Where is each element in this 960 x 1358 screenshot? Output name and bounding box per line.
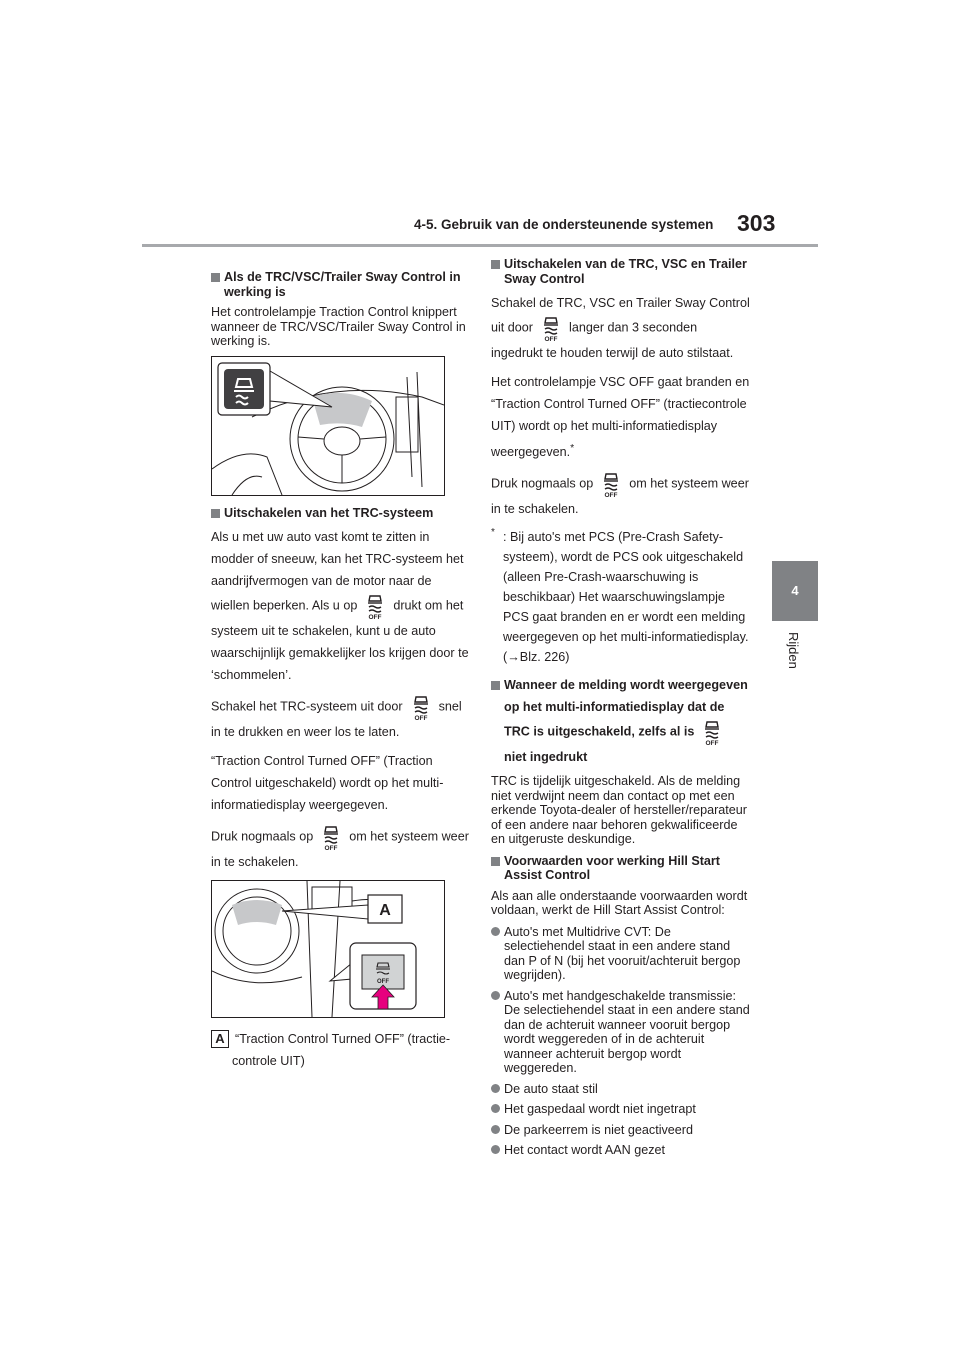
running-header: 4-5. Gebruik van de ondersteunende systemen <box>414 217 714 232</box>
paragraph: “Traction Control Turned OFF” (Traction Control uitgeschakeld) wordt op het multi-informatiedisplay weergegeven. <box>211 754 444 812</box>
paragraph: Druk nogmaals op OFF om het systeem weer in te schakelen. <box>491 470 751 520</box>
list-item: Het gaspedaal wordt niet ingetrapt <box>491 1102 751 1117</box>
list-item: De parkeerrem is niet geactiveerd <box>491 1123 751 1138</box>
paragraph: Als u met uw auto vast komt te zitten in modder of sneeuw, kan het TRC-systeem het aandrijfvermogen van de motor naar de wiellen beperken. Als u op OFF drukt om het systeem uit te schakelen, kunt u de auto waarschijnlijk gemakkelijker los krijgen door te ‘schommelen’. <box>211 530 469 682</box>
trc-off-icon <box>318 823 344 851</box>
list-item: Auto's met Multidrive CVT: De selectiehendel staat in een andere stand dan P of N (bij het vooruit/achteruit bergop wegrijden). <box>491 925 751 983</box>
section-heading: Wanneer de melding wordt weergegeven op het multi-informatiedisplay dat de TRC is uitgeschakeld, zelfs al is OFF niet ingedrukt <box>491 674 751 768</box>
trc-off-icon <box>598 470 624 498</box>
list-item: De auto staat stil <box>491 1082 751 1097</box>
section-heading: Voorwaarden voor werking Hill Start Assist Control <box>491 854 751 883</box>
dashboard-illustration <box>211 356 445 496</box>
svg-text:OFF: OFF <box>414 715 428 721</box>
paragraph: Schakel de TRC, VSC en Trailer Sway Control uit door OFF langer dan 3 seconden ingedrukt te houden terwijl de auto stilstaat. <box>491 296 750 360</box>
paragraph: TRC is tijdelijk uitgeschakeld. Als de melding niet verdwijnt neem dan contact op met een erkende Toyota-dealer of hersteller/reparateur of een andere naar behoren gekwalificeerde en uitgeruste deskundige. <box>491 774 747 847</box>
paragraph: Druk nogmaals op OFF om het systeem weer in te schakelen. <box>211 823 471 873</box>
list-item: Auto's met handgeschakelde transmissie: De selectiehendel staat in een andere stand dan de achteruit wanneer vooruit bergop wordt weggereden of in de achteruit wanneer achteruit bergop wordt weggereden. <box>491 989 751 1076</box>
paragraph: Schakel het TRC-systeem uit door OFF snel in te drukken en weer los te laten. <box>211 693 471 743</box>
svg-text:OFF: OFF <box>705 740 719 747</box>
left-column <box>211 270 471 1072</box>
trc-off-icon <box>362 592 388 620</box>
paragraph: Het controlelampje Traction Control knippert wanneer de TRC/VSC/Trailer Sway Control in werking is. <box>211 305 466 348</box>
chapter-label: Rijden <box>786 632 801 669</box>
svg-text:OFF: OFF <box>544 336 558 342</box>
right-column <box>491 257 751 1164</box>
trc-off-icon <box>538 314 564 342</box>
figure-caption-continued: controle UIT) <box>232 1054 305 1068</box>
section-heading: Uitschakelen van de TRC, VSC en Trailer Sway Control <box>491 257 751 286</box>
callout-a: A <box>379 902 391 919</box>
list-item: Het contact wordt AAN gezet <box>491 1143 751 1158</box>
svg-text:OFF: OFF <box>324 845 338 851</box>
figure-caption: A “Traction Control Turned OFF” (tractie- <box>211 1028 471 1050</box>
section-heading: Als de TRC/VSC/Trailer Sway Control in werking is <box>211 270 471 299</box>
page-number: 303 <box>737 210 776 236</box>
header-divider <box>142 244 818 247</box>
svg-text:OFF: OFF <box>368 614 382 620</box>
section-heading: Uitschakelen van het TRC-systeem <box>211 506 471 521</box>
footnote: * : Bij auto's met PCS (Pre-Crash Safety-systeem), wordt de PCS ook uitgeschakeld (alleen Pre-Crash-waarschuwing is beschikbaar) Het waarschuwingslampje PCS gaat branden en er wordt een melding weergegeven op het multi-informatiedisplay. (→Blz. 226) <box>491 527 749 665</box>
trc-off-icon <box>408 693 434 721</box>
paragraph: Als aan alle onderstaande voorwaarden wordt voldaan, werkt de Hill Start Assist Control: <box>491 888 748 918</box>
paragraph: Het controlelampje VSC OFF gaat branden en “Traction Control Turned OFF” (tractiecontrole UIT) wordt op het multi-informatiedisplay weergegeven.* <box>491 375 750 460</box>
svg-text:OFF: OFF <box>377 979 389 985</box>
chapter-tab: 4 <box>772 561 818 621</box>
trc-off-icon <box>699 718 725 746</box>
switch-location-illustration <box>211 880 445 1018</box>
svg-text:OFF: OFF <box>604 492 618 499</box>
